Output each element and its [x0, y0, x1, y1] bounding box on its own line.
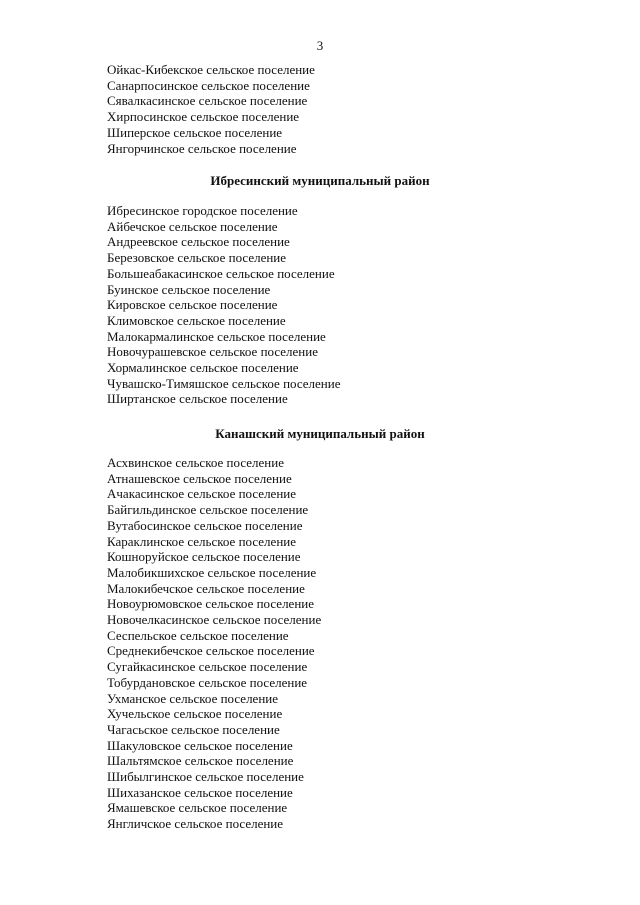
settlement-item: Янгличское сельское поселение	[107, 816, 284, 832]
settlement-item: Асхвинское сельское поселение	[107, 455, 284, 470]
settlement-item: Кировское сельское поселение	[107, 297, 278, 313]
settlement-item: Новоурюмовское сельское поселение	[107, 596, 315, 612]
settlement-list	[107, 203, 341, 407]
district-heading: Ибресинский муниципальный район	[210, 173, 430, 188]
settlement-item: Ухманское сельское поселение	[107, 690, 279, 706]
settlement-item: Андреевское сельское поселение	[107, 234, 290, 250]
district-heading: Канашский муниципальный район	[215, 426, 425, 441]
settlement-item: Шиперское сельское поселение	[107, 124, 283, 140]
settlement-item: Айбечское сельское поселение	[107, 218, 278, 234]
settlement-item: Малокармалинское сельское поселение	[107, 328, 326, 344]
settlement-list	[107, 455, 321, 832]
settlement-item: Караклинское сельское поселение	[107, 533, 297, 549]
settlement-item: Ачакасинское сельское поселение	[107, 486, 297, 502]
settlement-item: Тобурдановское сельское поселение	[107, 674, 308, 690]
settlement-item: Атнашевское сельское поселение	[107, 470, 292, 486]
settlement-item: Новочурашевское сельское поселение	[107, 344, 318, 360]
settlement-item: Ойкас-Кибекское сельское поселение	[107, 62, 315, 77]
settlement-item: Кошноруйское сельское поселение	[107, 549, 301, 565]
settlement-item: Ширтанское сельское поселение	[107, 391, 288, 407]
settlement-item: Сеспельское сельское поселение	[107, 627, 289, 643]
settlement-item: Буинское сельское поселение	[107, 281, 271, 297]
settlement-item: Санарпосинское сельское поселение	[107, 77, 310, 93]
settlement-item: Новочелкасинское сельское поселение	[107, 612, 322, 628]
settlement-item: Сявалкасинское сельское поселение	[107, 93, 308, 109]
settlement-item: Большеабакасинское сельское поселение	[107, 265, 335, 281]
settlement-item: Малобикшихское сельское поселение	[107, 564, 317, 580]
settlement-item: Хирпосинское сельское поселение	[107, 109, 300, 125]
settlement-item: Шакуловское сельское поселение	[107, 737, 293, 753]
settlement-list	[107, 62, 315, 156]
settlement-item: Сугайкасинское сельское поселение	[107, 659, 308, 675]
settlement-item: Малокибечское сельское поселение	[107, 580, 305, 596]
settlement-item: Климовское сельское поселение	[107, 312, 286, 328]
settlement-item: Шибылгинское сельское поселение	[107, 769, 304, 785]
settlement-item: Ибресинское городское поселение	[107, 203, 298, 218]
page-number: 3	[316, 38, 324, 53]
settlement-item: Вутабосинское сельское поселение	[107, 517, 303, 533]
settlement-item: Хучельское сельское поселение	[107, 706, 283, 722]
settlement-item: Чагасьское сельское поселение	[107, 721, 280, 737]
settlement-item: Янгорчинское сельское поселение	[107, 140, 297, 156]
settlement-item: Шальтямское сельское поселение	[107, 753, 294, 769]
settlement-item: Хормалинское сельское поселение	[107, 360, 299, 376]
settlement-item: Байгильдинское сельское поселение	[107, 502, 309, 518]
settlement-item: Березовское сельское поселение	[107, 250, 287, 266]
settlement-item: Среднекибечское сельское поселение	[107, 643, 315, 659]
settlement-item: Шихазанское сельское поселение	[107, 784, 293, 800]
settlement-item: Чувашско-Тимяшское сельское поселение	[107, 375, 341, 391]
settlement-item: Ямашевское сельское поселение	[107, 800, 288, 816]
